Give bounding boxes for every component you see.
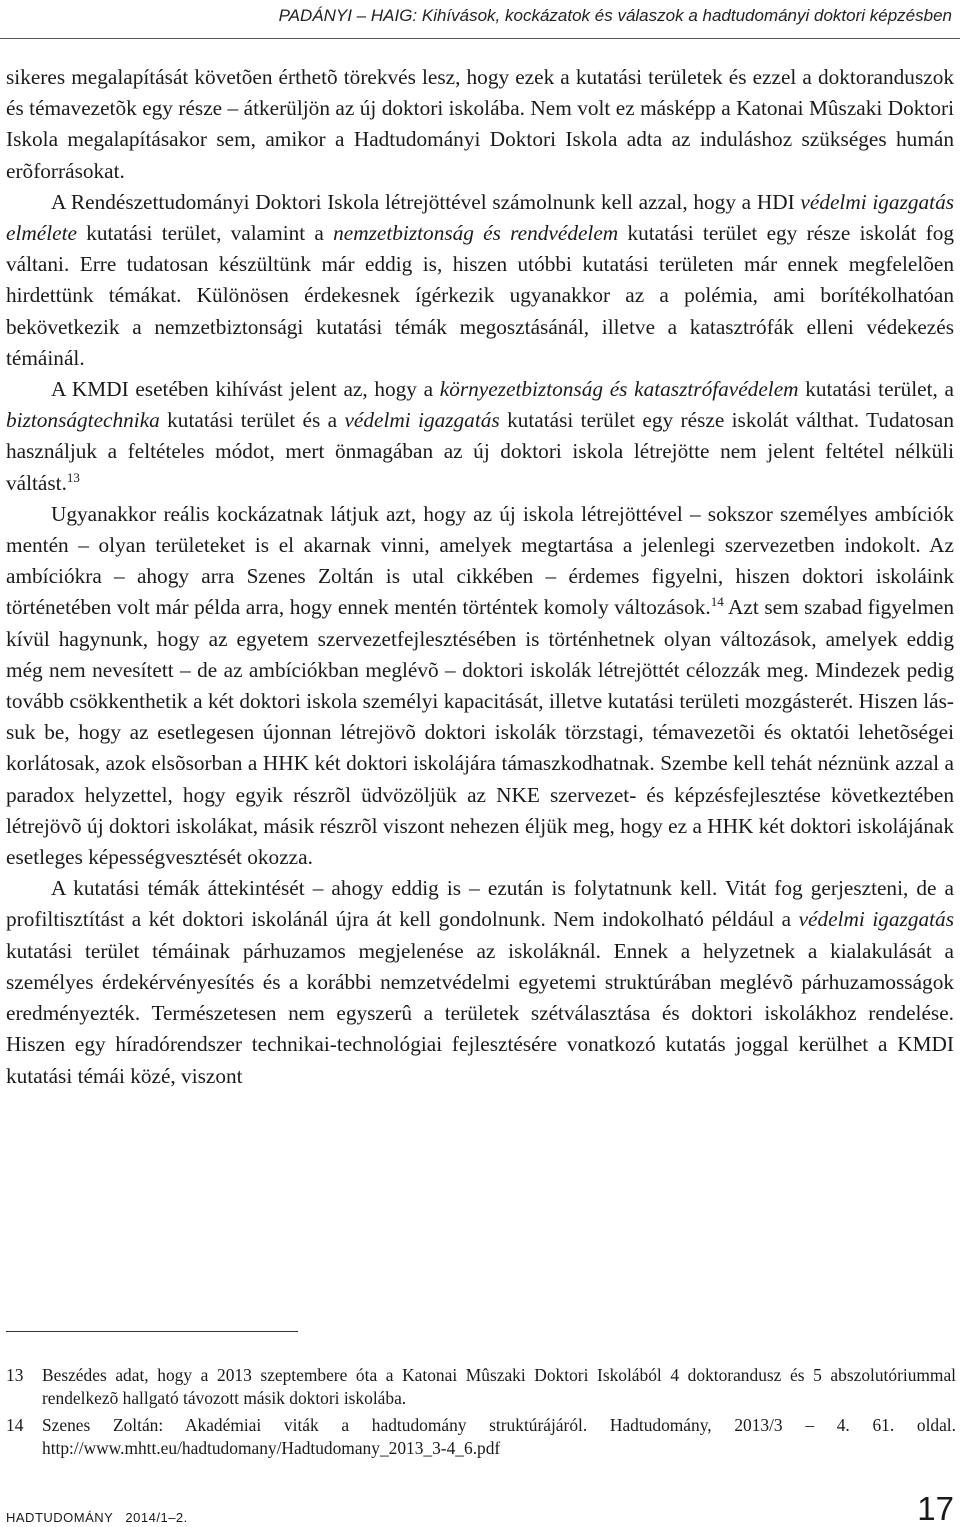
text-run: kutatási terület egy része iskolát fog váltani. Erre tudatosan készültünk már eddig is, hiszen utóbbi kutatási területen már ennek megfelelõen hirdettünk témákat. Különösen érdekesnek ígérkezik ugyanakkor az a polémia, ami borítékolhatóan bekövetkezik a nemzetbiztonsági kutatási témák megosztásánál, illetve a katasztrófák elleni védekezés témáinál. <box>6 221 954 370</box>
text-run: kutatási terület, a <box>798 377 955 402</box>
page-number: 17 <box>917 1490 954 1527</box>
italic-term: biztonságtechnika <box>6 408 160 433</box>
text-run: A kutatási témák áttekintését – ahogy eddig is – ezután is folytatnunk kell. Vitát fog gerjeszteni, de a profiltisztítást a két doktori iskolánál újra át kell gondolnunk. Nem indokolható például a <box>6 876 954 932</box>
main-text <box>6 62 954 1092</box>
running-header: PADÁNYI – HAIG: Kihívások, kockázatok és válaszok a hadtudományi doktori képzésben <box>278 6 952 25</box>
italic-term: védelmi igazgatás elmélete <box>6 189 955 246</box>
footnote-ref[interactable]: 13 <box>66 469 80 485</box>
paragraph-1: sikeres megalapítását követõen érthetõ törekvés lesz, hogy ezek a kutatási területek és ezzel a doktoranduszok és témavezetõk egy része – átkerüljön az új doktori iskolába. Nem volt ez másképp a Katonai Mûszaki Doktori Iskola megalapításakor sem, amikor a Hadtudományi Doktori Iskola adta az induláshoz szükséges humán erõforrásokat. <box>6 65 954 183</box>
italic-term: nemzetbiztonság és rendvédelem <box>333 221 619 246</box>
footnote-14 <box>6 1414 956 1460</box>
text-run: kutatási terület és a <box>159 408 345 433</box>
text-run: kutatási terület, valamint a <box>76 221 334 246</box>
footnote-text: Beszédes adat, hogy a 2013 szeptembere óta a Katonai Mûszaki Doktori Iskolából 4 doktorandusz és 5 abszolutóriummal rendelkezõ hallgató távozott másik doktori iskolába. <box>42 1365 956 1408</box>
journal-footer: HADTUDOMÁNY 2014/1–2. <box>6 1510 188 1525</box>
text-run: kutatási terület témáinak párhuzamos megjelenése az iskoláknál. Ennek a helyzetnek a kialakulását a személyes érdekérvényesítés és a korábbi nemzetvédelmi egyetemi struktúrában meglévõ párhuzamosságok eredményezték. Természetesen nem egyszerû a területek szétválasztása és doktori iskolákhoz rendelése. Hiszen egy híradórendszer technikai-technológiai fejlesztésére vonatkozó kutatás joggal kerülhet a KMDI kutatási témái közé, viszont <box>6 938 954 1088</box>
header-divider <box>0 38 960 39</box>
footnote-13 <box>6 1364 956 1410</box>
footnote-text: Szenes Zoltán: Akadémiai viták a hadtudomány struktúrájáról. Hadtudomány, 2013/3 – 4. 61. oldal. http://www.mhtt.eu/hadtudomany/Hadtudomany_2013_3-4_6.pdf <box>42 1415 956 1458</box>
paragraph-3 <box>6 374 954 499</box>
paragraph-2 <box>6 187 954 374</box>
italic-term: védelmi igazgatás <box>798 907 954 932</box>
text-run: A KMDI esetében kihívást jelent az, hogy a <box>51 377 440 402</box>
text-run: Azt sem szabad figyelmen kívül hagynunk, hogy az egyetem szervezetfejlesztésében is történhetnek olyan változások, amelyek eddig még nem nevesített – de az ambíciókban meglévõ – doktori iskolák létrejöttét célozzák meg. Mindezek pedig tovább csökkenthetik a két doktori iskola személyi kapacitását, illetve kutatási területi mozgásterét. Hiszen lássuk be, hogy az esetlegesen újonnan létrejövõ doktori iskolák törzstagi, témavezetõi és oktatói lehetõségei korlátosak, azok elsõsorban a HHK két doktori iskolájára támaszkodhatnak. Szembe kell tehát néznünk azzal a paradox helyzettel, hogy egyik részrõl üdvözöljük az NKE szervezet- és képzésfejlesztése következtében létrejövõ új doktori iskolákat, másik részrõl viszont nehezen éljük meg, hogy ez a HHK két doktori iskolájának esetleges képességvesztését okozza. <box>6 595 954 870</box>
footnote-ref[interactable]: 14 <box>710 594 724 610</box>
italic-term: környezetbiztonság és katasztrófavédelem <box>439 377 799 402</box>
italic-term: védelmi igazgatás <box>344 408 500 433</box>
footnote-number: 14 <box>6 1415 24 1435</box>
footnotes <box>6 1364 956 1464</box>
paragraph-5 <box>6 873 954 1091</box>
text-run: kutatási terület egy része iskolát válthat. Tudatosan használjuk a feltételes módot, mert önmagában az új doktori iskola létrejötte nem jelent feltétel nélküli váltást. <box>6 408 955 495</box>
text-run: A Rendészettudományi Doktori Iskola létrejöttével számolnunk kell azzal, hogy a HDI <box>51 189 801 214</box>
text-run: Ugyanakkor reális kockázatnak látjuk azt, hogy az új iskola létrejöttével – sokszor személyes ambíciók mentén – olyan területeket is el akarnak vinni, amelyek megtartása a jelenlegi szervezetben indokolt. Az ambíciókra – ahogy arra Szenes Zoltán is utal cikkében – érdemes figyelni, hiszen doktori iskoláink történetében volt már példa arra, hogy ennek mentén történtek komoly változások. <box>6 501 954 620</box>
footnote-divider <box>6 1331 298 1332</box>
footnote-number: 13 <box>6 1365 24 1385</box>
paragraph-4 <box>6 499 954 873</box>
